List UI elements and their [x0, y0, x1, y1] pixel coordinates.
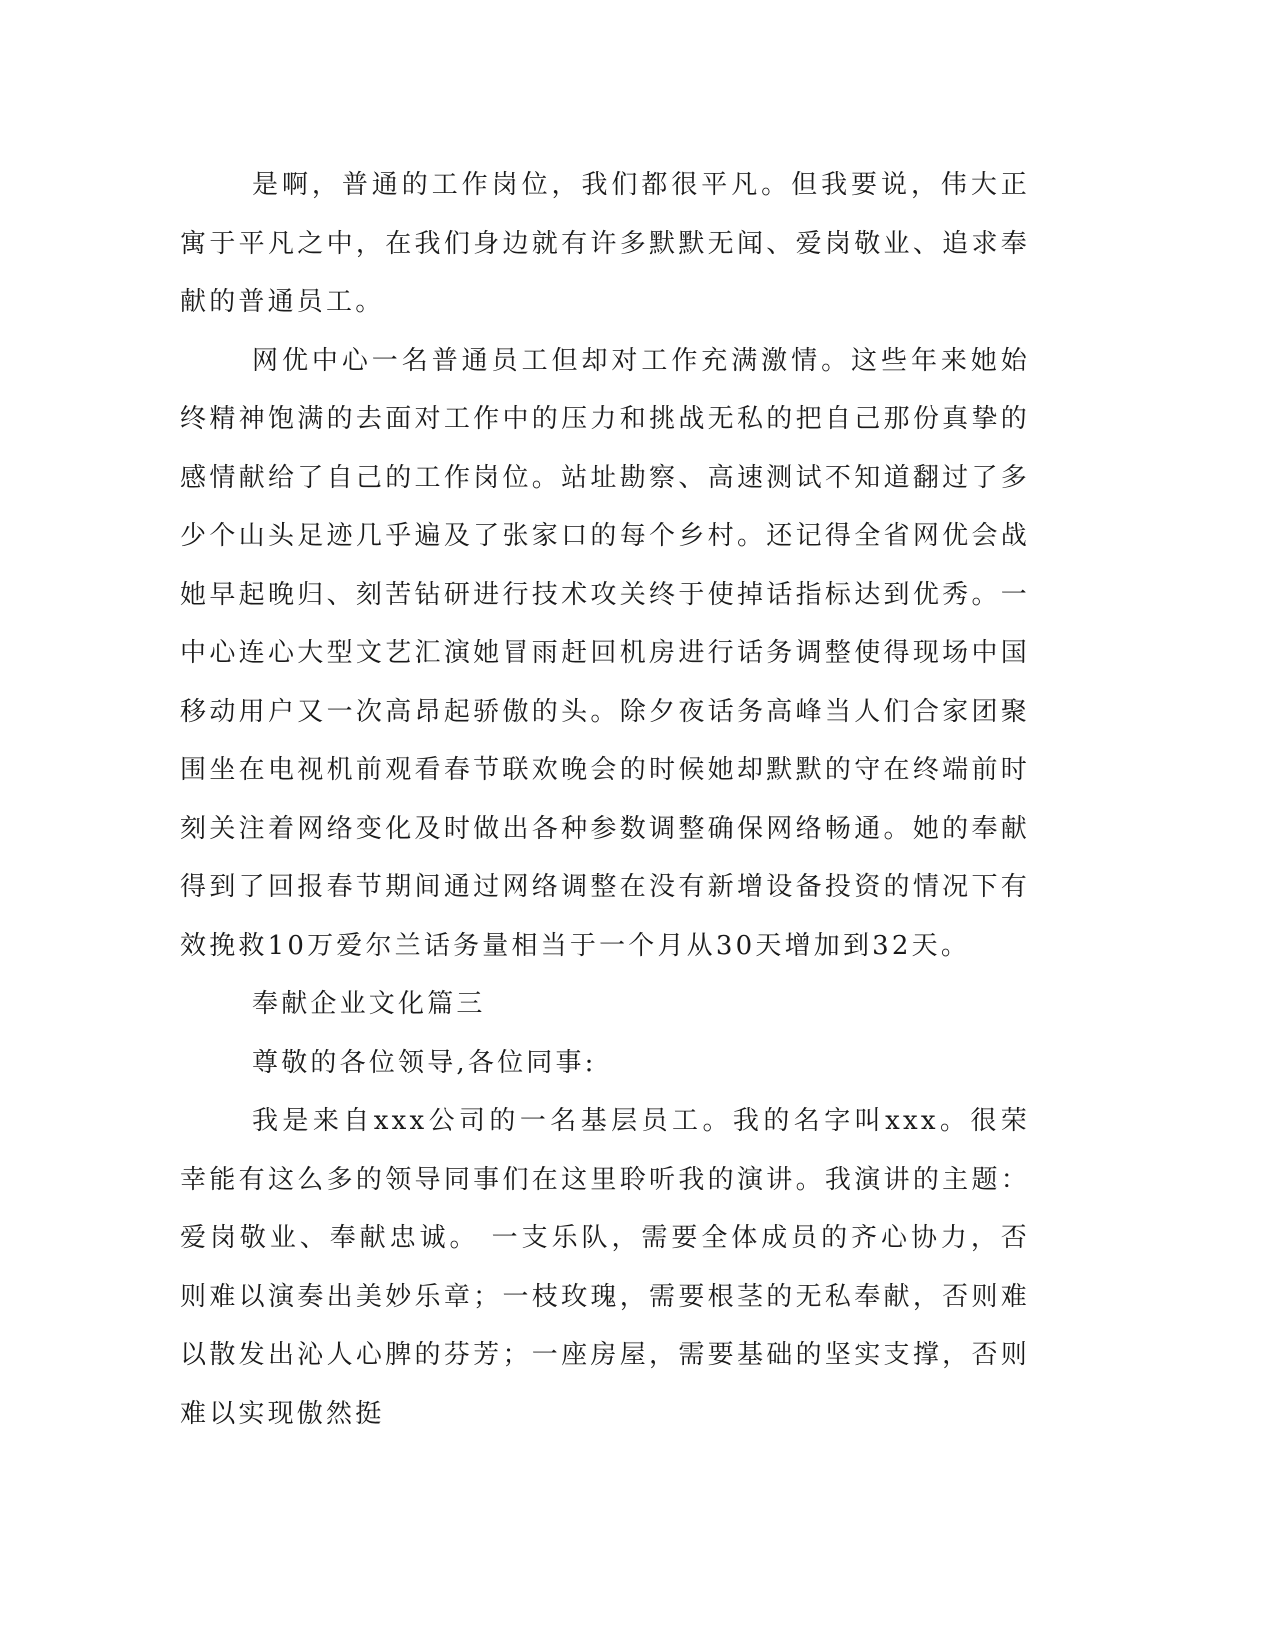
paragraph-network-optimization-employee: 网优中心一名普通员工但却对工作充满激情。这些年来她始终精神饱满的去面对工作中的压力和挑战无私的把自己那份真挚的感情献给了自己的工作岗位。站址勘察、高速测试不知道翻过了多少个山头足迹几乎遍及了张家口的每个乡村。还记得全省网优会战她早起晚归、刻苦钻研进行技术攻关终于使掉话指标达到优秀。一中心连心大型文艺汇演她冒雨赶回机房进行话务调整使得现场中国移动用户又一次高昂起骄傲的头。除夕夜话务高峰当人们合家团聚围坐在电视机前观看春节联欢晚会的时候她却默默的守在终端前时刻关注着网络变化及时做出各种参数调整确保网络畅通。她的奉献得到了回报春节期间通过网络调整在没有新增设备投资的情况下有效挽救10万爱尔兰话务量相当于一个月从30天增加到32天。 [180, 345, 1030, 961]
speech-salutation: 尊敬的各位领导,各位同事: [252, 1047, 597, 1078]
paragraph-ordinary-positions: 是啊，普通的工作岗位，我们都很平凡。但我要说，伟大正寓于平凡之中，在我们身边就有许多默默无闻、爱岗敬业、追求奉献的普通员工。 [180, 170, 1030, 317]
section-heading: 奉献企业文化篇三 [252, 989, 486, 1019]
document-body [180, 156, 1030, 1443]
paragraph-speech-intro: 我是来自xxx公司的一名基层员工。我的名字叫xxx。很荣幸能有这么多的领导同事们在这里聆听我的演讲。我演讲的主题：爱岗敬业、奉献忠诚。 一支乐队，需要全体成员的齐心协力，否则难以演奏出美妙乐章；一枝玫瑰，需要根茎的无私奉献，否则难以散发出沁人心脾的芬芳；一座房屋，需要基础的坚实支撑，否则难以实现傲然挺 [180, 1106, 1030, 1429]
